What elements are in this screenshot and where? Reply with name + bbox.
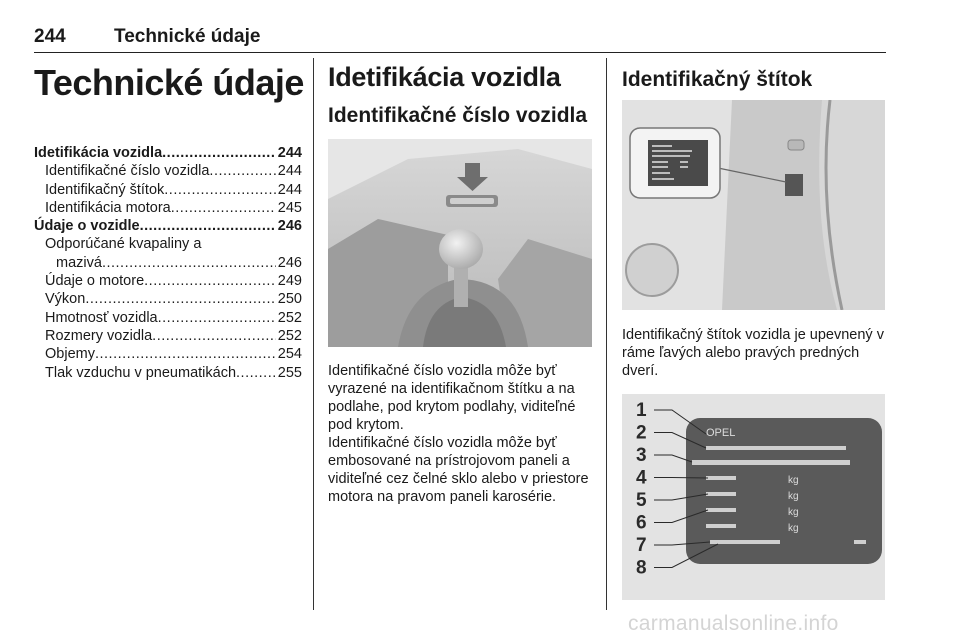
- toc-entry-label: Idetifikácia vozidla: [34, 145, 163, 161]
- toc-entry-page: 254: [277, 346, 302, 363]
- section-heading: Idetifikácia vozidla: [328, 62, 561, 92]
- toc-leader: [144, 272, 276, 290]
- toc-entry: [34, 254, 302, 272]
- toc-leader: [85, 290, 275, 308]
- callout-number: 3: [636, 445, 647, 466]
- vin-paragraph-2: Identifikačné číslo vozidla môže byť embosované na prístrojovom paneli a viditeľné cez čelné sklo alebo v priestore motora na pravom paneli karosérie.: [328, 435, 589, 505]
- toc-entry: [34, 290, 302, 308]
- toc-entry-page: 249: [277, 273, 302, 290]
- toc-entry: [34, 162, 302, 180]
- toc-entry: [34, 364, 302, 382]
- plate-location-illustration: [622, 100, 885, 310]
- toc-leader: [162, 144, 276, 162]
- callout-number: 2: [636, 422, 647, 444]
- chapter-title: Technické údaje: [34, 62, 304, 103]
- plate-sticker: [785, 174, 803, 196]
- plate-unit-label: kg: [788, 507, 799, 518]
- vin-paragraph-1: Identifikačné číslo vozidla môže byť vyrazené na identifikačnom štítku a na podlahe, pod krytom podlahy, viditeľné pod krytom.: [328, 363, 576, 433]
- toc-leader: [95, 345, 276, 363]
- toc-leader: [102, 254, 276, 272]
- toc-entry-page: 246: [277, 218, 302, 235]
- toc-entry-label: Výkon: [45, 291, 86, 308]
- callout-number: 1: [636, 400, 647, 421]
- toc-entry: [34, 309, 302, 327]
- gear-knob: [439, 229, 483, 269]
- subsection-heading: Identifikačné číslo vozidla: [328, 104, 588, 127]
- toc-entry-label: Odporúčané kvapaliny a: [45, 236, 202, 253]
- toc-entry: [34, 272, 302, 290]
- toc-entry-label: mazivá: [56, 254, 102, 271]
- toc-entry-label: Identifikačné číslo vozidla: [45, 163, 210, 180]
- plate-unit-label: kg: [788, 491, 799, 502]
- toc-entry-page: 252: [277, 327, 302, 344]
- toc-entry-page: 246: [277, 254, 302, 271]
- page-number: 244: [34, 26, 66, 47]
- plate-brand: OPEL: [706, 427, 736, 439]
- toc-entry-label: Údaje o vozidle: [34, 218, 140, 235]
- toc-entry: [34, 217, 302, 235]
- plate-paragraph: Identifikačný štítok vozidla je upevnený v ráme ľavých alebo pravých predných dverí.: [622, 327, 884, 379]
- toc-entry-page: 244: [277, 145, 302, 161]
- toc-leader: [209, 162, 275, 180]
- vin-location-illustration: [328, 139, 592, 347]
- toc-entry: [34, 199, 302, 217]
- toc-leader: [158, 309, 276, 327]
- toc-entry-page: 255: [277, 364, 302, 381]
- column-divider-2: [606, 58, 607, 610]
- callout-number: 6: [636, 512, 647, 534]
- callout-leader: [654, 478, 708, 479]
- toc-entry: [34, 327, 302, 345]
- callout-number: 7: [636, 535, 647, 556]
- toc-entry-label: Objemy: [45, 346, 95, 363]
- toc-entry-label: Identifikácia motora: [45, 199, 171, 216]
- watermark: carmanualsonline.info: [628, 612, 839, 635]
- callout-number: 8: [636, 557, 647, 579]
- toc-entry-page: 252: [277, 309, 302, 326]
- toc-entry: [34, 235, 302, 253]
- toc-leader: [164, 181, 276, 199]
- plate-heading: Identifikačný štítok: [622, 68, 813, 91]
- table-of-contents: [34, 144, 302, 382]
- plate-unit-label: kg: [788, 523, 799, 534]
- running-title: Technické údaje: [114, 26, 261, 47]
- toc-entry: [34, 345, 302, 363]
- section-title: [328, 62, 592, 93]
- toc-leader: [140, 217, 276, 235]
- toc-leader: [236, 364, 276, 382]
- page-header: [34, 26, 886, 53]
- plate-unit-label: kg: [788, 475, 799, 486]
- toc-entry-page: 244: [277, 181, 302, 198]
- column-divider-1: [313, 58, 314, 610]
- toc-entry-page: 250: [277, 291, 302, 308]
- callout-number: 5: [636, 490, 647, 511]
- toc-entry-label: Údaje o motore: [45, 273, 145, 290]
- toc-entry: [34, 144, 302, 162]
- callout-number: 4: [636, 467, 647, 489]
- toc-entry-page: 244: [277, 163, 302, 180]
- id-plate-diagram: [622, 394, 885, 600]
- toc-entry-label: Identifikačný štítok: [45, 181, 165, 198]
- toc-entry: [34, 181, 302, 199]
- toc-entry-page: 245: [277, 199, 302, 216]
- toc-entry-label: Rozmery vozidla: [45, 327, 153, 344]
- toc-leader: [171, 199, 276, 217]
- toc-leader: [152, 327, 276, 345]
- toc-entry-label: Hmotnosť vozidla: [45, 309, 158, 326]
- toc-entry-label: Tlak vzduchu v pneumatikách: [45, 364, 237, 381]
